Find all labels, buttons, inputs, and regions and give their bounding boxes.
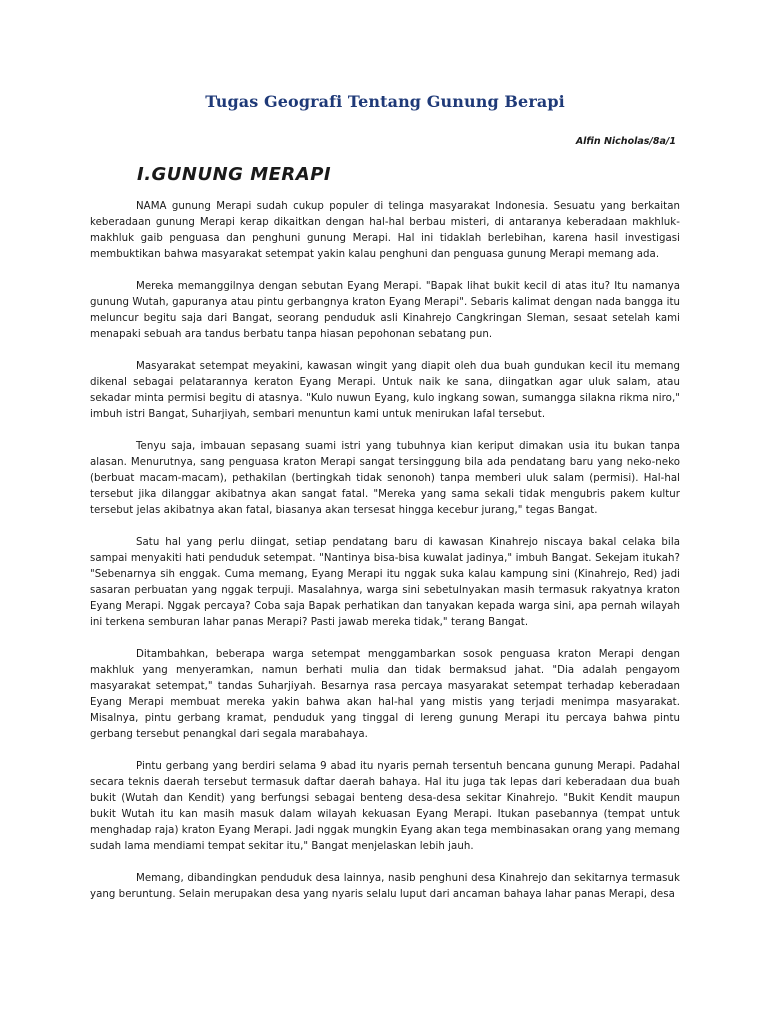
author-line: Alfin Nicholas/8a/1 <box>575 136 676 147</box>
paragraph: Memang, dibandingkan penduduk desa lainnya, nasib penghuni desa Kinahrejo dan sekitarnya termasuk yang beruntung. Selain merupakan desa yang nyaris selalu luput dari ancaman bahaya lahar panas Merapi, desa <box>90 873 680 900</box>
document-title: Tugas Geografi Tentang Gunung Berapi <box>205 92 565 111</box>
paragraph: Mereka memanggilnya dengan sebutan Eyang Merapi. "Bapak lihat bukit kecil di atas itu? Itu namanya gunung Wutah, gapuranya atau pintu gerbangnya kraton Eyang Merapi". Sebaris kalimat dengan nada bangga itu meluncur begitu saja dari Bangat, seorang penduduk asli Kinahrejo Cangkringan Sleman, sesaat setelah kami menapaki sebuah ara tandus berbatu tanpa hiasan pepohonan sebatang pun. <box>90 281 680 340</box>
paragraph: Satu hal yang perlu diingat, setiap pendatang baru di kawasan Kinahrejo niscaya bakal celaka bila sampai menyakiti hati penduduk setempat. "Nantinya bisa-bisa kuwalat jadinya," imbuh Bangat. Sekejam itukah? "Sebenarnya sih enggak. Cuma memang, Eyang Merapi itu nggak suka kalau kampung sini (Kinahrejo, Red) jadi sasaran perbuatan yang nggak terpuji. Masalahnya, warga sini sebetulnyakan masih termasuk rakyatnya kraton Eyang Merapi. Nggak percaya? Coba saja Bapak perhatikan dan tanyakan kepada warga sini, apa pernah wilayah ini terkena semburan lahar panas Merapi? Pasti jawab mereka tidak," terang Bangat. <box>90 537 680 628</box>
paragraph: Tenyu saja, imbauan sepasang suami istri yang tubuhnya kian keriput dimakan usia itu bukan tanpa alasan. Menurutnya, sang penguasa kraton Merapi sangat tersinggung bila ada pendatang baru yang neko-neko (berbuat macam-macam), pethakilan (bertingkah tidak senonoh) tanpa memberi uluk salam (permisi). Hal-hal tersebut jika dilanggar akibatnya akan sangat fatal. "Mereka yang sama sekali tidak mengubris pakem kultur tersebut jelas akibatnya akan fatal, biasanya akan tersesat hingga kecebur jurang," tegas Bangat. <box>90 441 680 516</box>
section-heading: I.GUNUNG MERAPI <box>137 164 332 185</box>
paragraph: NAMA gunung Merapi sudah cukup populer di telinga masyarakat Indonesia. Sesuatu yang berkaitan keberadaan gunung Merapi kerap dikaitkan dengan hal-hal berbau misteri, di antaranya keberadaan makhluk-makhluk gaib penguasa dan penghuni gunung Merapi. Hal ini tidaklah berlebihan, karena hasil investigasi membuktikan bahwa masyarakat setempat yakin kalau penghuni dan penguasa gunung Merapi memang ada. <box>90 201 680 260</box>
body-text <box>90 199 680 903</box>
paragraph: Masyarakat setempat meyakini, kawasan wingit yang diapit oleh dua buah gundukan kecil itu memang dikenal sebagai pelatarannya keraton Eyang Merapi. Untuk naik ke sana, diingatkan agar uluk salam, atau sekadar minta permisi begitu di atasnya. "Kulo nuwun Eyang, kulo ingkang sowan, sumangga silakna rikma niro," imbuh istri Bangat, Suharjiyah, sembari menuntun kami untuk menirukan lafal tersebut. <box>90 361 680 420</box>
paragraph: Ditambahkan, beberapa warga setempat menggambarkan sosok penguasa kraton Merapi dengan makhluk yang menyeramkan, namun berhati mulia dan tidak bermaksud jahat. "Dia adalah pengayom masyarakat setempat," tandas Suharjiyah. Besarnya rasa percaya masyarakat setempat terhadap keberadaan Eyang Merapi membuat mereka yakin bahwa akan hal-hal yang mistis yang terjadi menimpa masyarakat. Misalnya, pintu gerbang kramat, penduduk yang tinggal di lereng gunung Merapi itu percaya bahwa pintu gerbang tersebut penangkal dari segala marabahaya. <box>90 649 680 740</box>
paragraph: Pintu gerbang yang berdiri selama 9 abad itu nyaris pernah tersentuh bencana gunung Merapi. Padahal secara teknis daerah tersebut termasuk daftar daerah bahaya. Hal itu juga tak lepas dari keberadaan dua buah bukit (Wutah dan Kendit) yang berfungsi sebagai benteng desa-desa sekitar Kinahrejo. "Bukit Kendit maupun bukit Wutah itu kan masih masuk dalam wilayah kekuasan Eyang Merapi. Itukan pasebannya (tempat untuk menghadap raja) kraton Eyang Merapi. Jadi nggak mungkin Eyang akan tega membinasakan orang yang memang sudah lama mendiami tempat sekitar itu," Bangat menjelaskan lebih jauh. <box>90 761 680 852</box>
